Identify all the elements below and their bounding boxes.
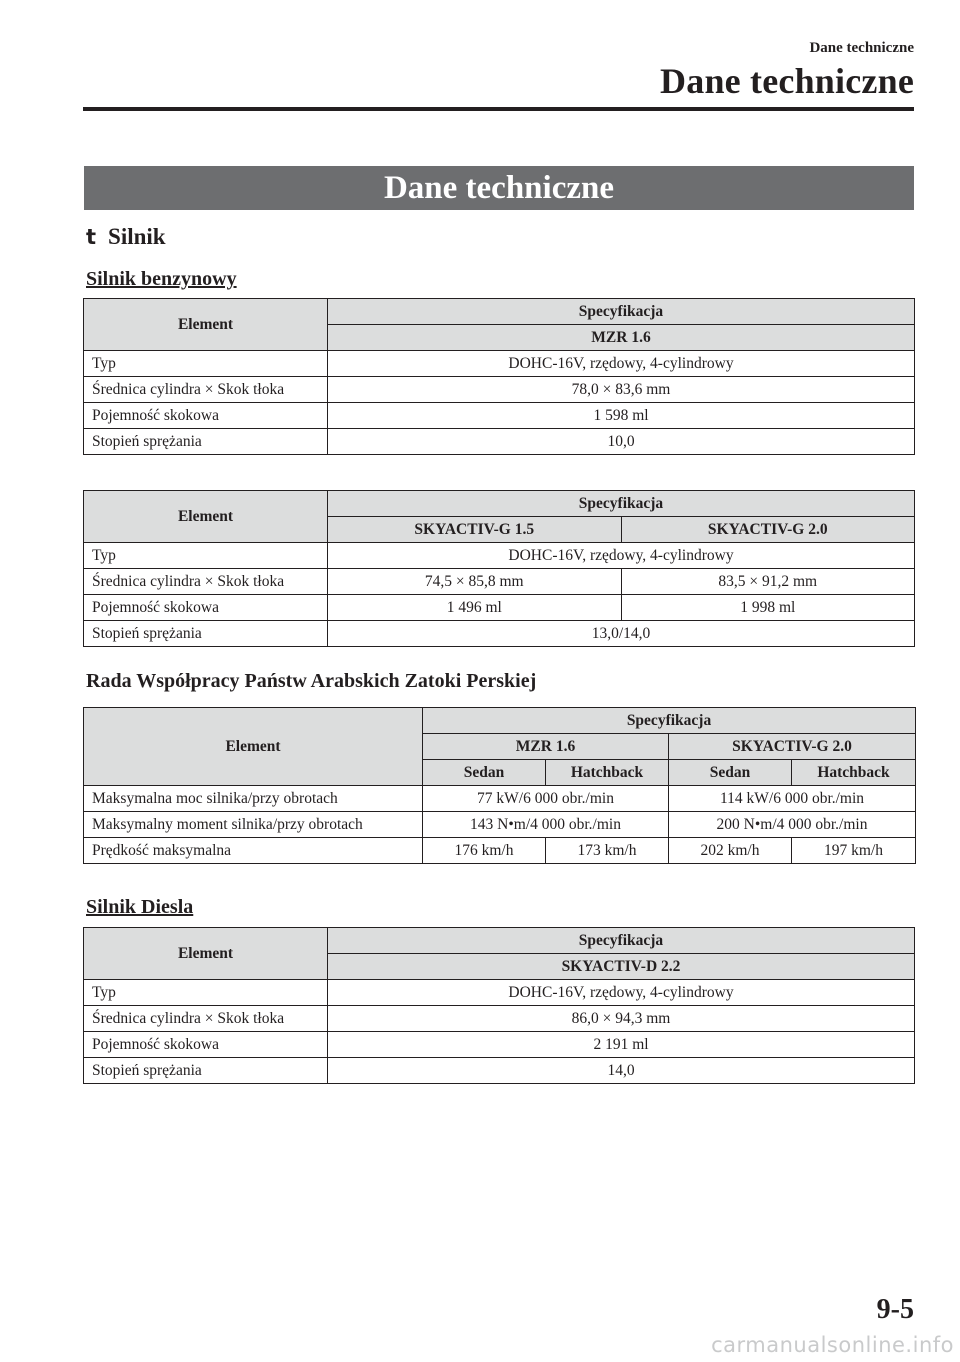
row-label: Pojemność skokowa [84, 403, 328, 429]
row-label: Typ [84, 980, 328, 1006]
row-value: DOHC-16V, rzędowy, 4-cylindrowy [328, 543, 915, 569]
row-value: 143 N•m/4 000 obr./min [423, 812, 669, 838]
body-header: Hatchback [546, 760, 669, 786]
table-header-row [84, 708, 916, 734]
row-value: 86,0 × 94,3 mm [328, 1006, 915, 1032]
row-value: 77 kW/6 000 obr./min [423, 786, 669, 812]
gcc-table [83, 707, 916, 864]
subsection-title [86, 224, 166, 250]
row-value: 78,0 × 83,6 mm [328, 377, 915, 403]
row-label: Typ [84, 351, 328, 377]
body-header: Sedan [669, 760, 792, 786]
col-element-header: Element [84, 708, 423, 786]
row-value: 173 km/h [546, 838, 669, 864]
chapter-title: Dane techniczne [660, 61, 914, 101]
col-spec-header: Specyfikacja [328, 491, 915, 517]
page-number: 9-5 [876, 1294, 914, 1325]
diesel-table [83, 927, 915, 1084]
petrol-skyactiv-table [83, 490, 915, 647]
row-label: Stopień sprężania [84, 429, 328, 455]
table-row [84, 1058, 915, 1084]
petrol-engine-heading: Silnik benzynowy [86, 268, 237, 290]
header-rule [83, 107, 914, 111]
col-spec-header: Specyfikacja [328, 299, 915, 325]
row-label: Prędkość maksymalna [84, 838, 423, 864]
col-element-header: Element [84, 299, 328, 351]
bullet-icon: t [86, 225, 97, 249]
row-label: Pojemność skokowa [84, 595, 328, 621]
row-value: 197 km/h [792, 838, 916, 864]
row-value: DOHC-16V, rzędowy, 4-cylindrowy [328, 351, 915, 377]
row-value: 1 496 ml [328, 595, 622, 621]
row-value: 1 598 ml [328, 403, 915, 429]
row-value: 2 191 ml [328, 1032, 915, 1058]
table-header-row [84, 928, 915, 954]
body-header: Hatchback [792, 760, 916, 786]
row-label: Średnica cylindra × Skok tłoka [84, 569, 328, 595]
row-label: Maksymalny moment silnika/przy obrotach [84, 812, 423, 838]
row-label: Stopień sprężania [84, 621, 328, 647]
col-spec-header: Specyfikacja [328, 928, 915, 954]
table-row [84, 595, 915, 621]
row-label: Typ [84, 543, 328, 569]
table-row [84, 351, 915, 377]
body-header: Sedan [423, 760, 546, 786]
petrol-mzr-table [83, 298, 915, 455]
row-value: 202 km/h [669, 838, 792, 864]
row-value: 10,0 [328, 429, 915, 455]
table-row [84, 786, 916, 812]
row-value: 13,0/14,0 [328, 621, 915, 647]
table-header-row [84, 491, 915, 517]
table-row [84, 377, 915, 403]
model-header: SKYACTIV-G 2.0 [621, 517, 915, 543]
row-label: Średnica cylindra × Skok tłoka [84, 1006, 328, 1032]
watermark: carmanualsonline.info [711, 1333, 954, 1357]
model-header: SKYACTIV-G 2.0 [669, 734, 916, 760]
table-row [84, 429, 915, 455]
row-value: 74,5 × 85,8 mm [328, 569, 622, 595]
row-value: 176 km/h [423, 838, 546, 864]
table-row [84, 1032, 915, 1058]
diesel-engine-heading: Silnik Diesla [86, 896, 194, 918]
model-header: SKYACTIV-G 1.5 [328, 517, 622, 543]
gcc-heading: Rada Współpracy Państw Arabskich Zatoki Perskiej [86, 670, 537, 692]
row-label: Maksymalna moc silnika/przy obrotach [84, 786, 423, 812]
table-row [84, 621, 915, 647]
subsection-label: Silnik [108, 224, 166, 249]
table-row [84, 403, 915, 429]
col-element-header: Element [84, 491, 328, 543]
running-head: Dane techniczne [809, 40, 914, 56]
col-spec-header: Specyfikacja [423, 708, 916, 734]
table-row [84, 812, 916, 838]
model-header: MZR 1.6 [423, 734, 669, 760]
row-value: 83,5 × 91,2 mm [621, 569, 915, 595]
col-element-header: Element [84, 928, 328, 980]
table-row [84, 543, 915, 569]
row-label: Stopień sprężania [84, 1058, 328, 1084]
row-label: Średnica cylindra × Skok tłoka [84, 377, 328, 403]
row-value: 1 998 ml [621, 595, 915, 621]
row-value: 200 N•m/4 000 obr./min [669, 812, 916, 838]
row-value: 14,0 [328, 1058, 915, 1084]
model-header: MZR 1.6 [328, 325, 915, 351]
table-header-row [84, 299, 915, 325]
section-banner: Dane techniczne [84, 166, 914, 210]
table-row [84, 569, 915, 595]
table-row [84, 980, 915, 1006]
table-row [84, 838, 916, 864]
row-value: 114 kW/6 000 obr./min [669, 786, 916, 812]
model-header: SKYACTIV-D 2.2 [328, 954, 915, 980]
row-value: DOHC-16V, rzędowy, 4-cylindrowy [328, 980, 915, 1006]
row-label: Pojemność skokowa [84, 1032, 328, 1058]
table-row [84, 1006, 915, 1032]
